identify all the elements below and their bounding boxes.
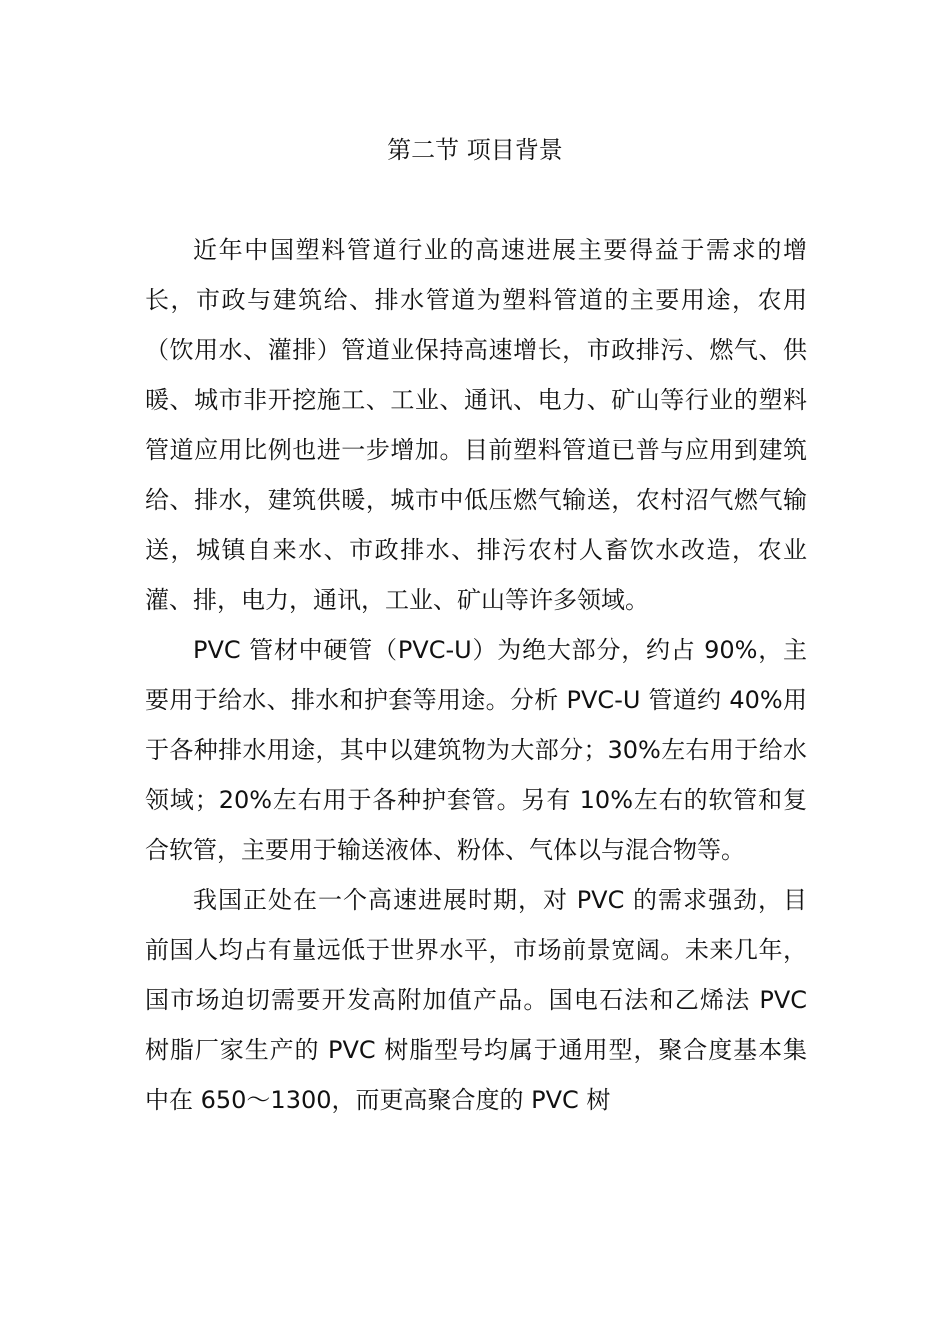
paragraph-2: PVC 管材中硬管（PVC-U）为绝大部分，约占 90%，主要用于给水、排水和护套等用途。分析 PVC-U 管道约 40%用于各种排水用途，其中以建筑物为大部分；30%左右用于给水领域；20%左右用于各种护套管。另有 10%左右的软管和复合软管，主要用于输送液体、粉体、气体以与混合物等。: [145, 636, 807, 864]
paragraph-1: 近年中国塑料管道行业的高速进展主要得益于需求的增长，市政与建筑给、排水管道为塑料管道的主要用途，农用（饮用水、灌排）管道业保持高速增长，市政排污、燃气、供暖、城市非开挖施工、工业、通讯、电力、矿山等行业的塑料管道应用比例也进一步增加。目前塑料管道已普与应用到建筑给、排水，建筑供暖，城市中低压燃气输送，农村沼气燃气输送，城镇自来水、市政排水、排污农村人畜饮水改造，农业灌、排，电力，通讯，工业、矿山等许多领域。: [145, 236, 807, 614]
paragraph-3: 我国正处在一个高速进展时期，对 PVC 的需求强劲，目前国人均占有量远低于世界水平，市场前景宽阔。未来几年，国市场迫切需要开发高附加值产品。国电石法和乙烯法 PVC 树脂厂家生产的 PVC 树脂型号均属于通用型，聚合度基本集中在 650～1300，而更高聚合度的 PVC 树: [145, 886, 807, 1114]
section-title: 第二节 项目背景: [387, 136, 563, 164]
document-body: [145, 225, 807, 1125]
